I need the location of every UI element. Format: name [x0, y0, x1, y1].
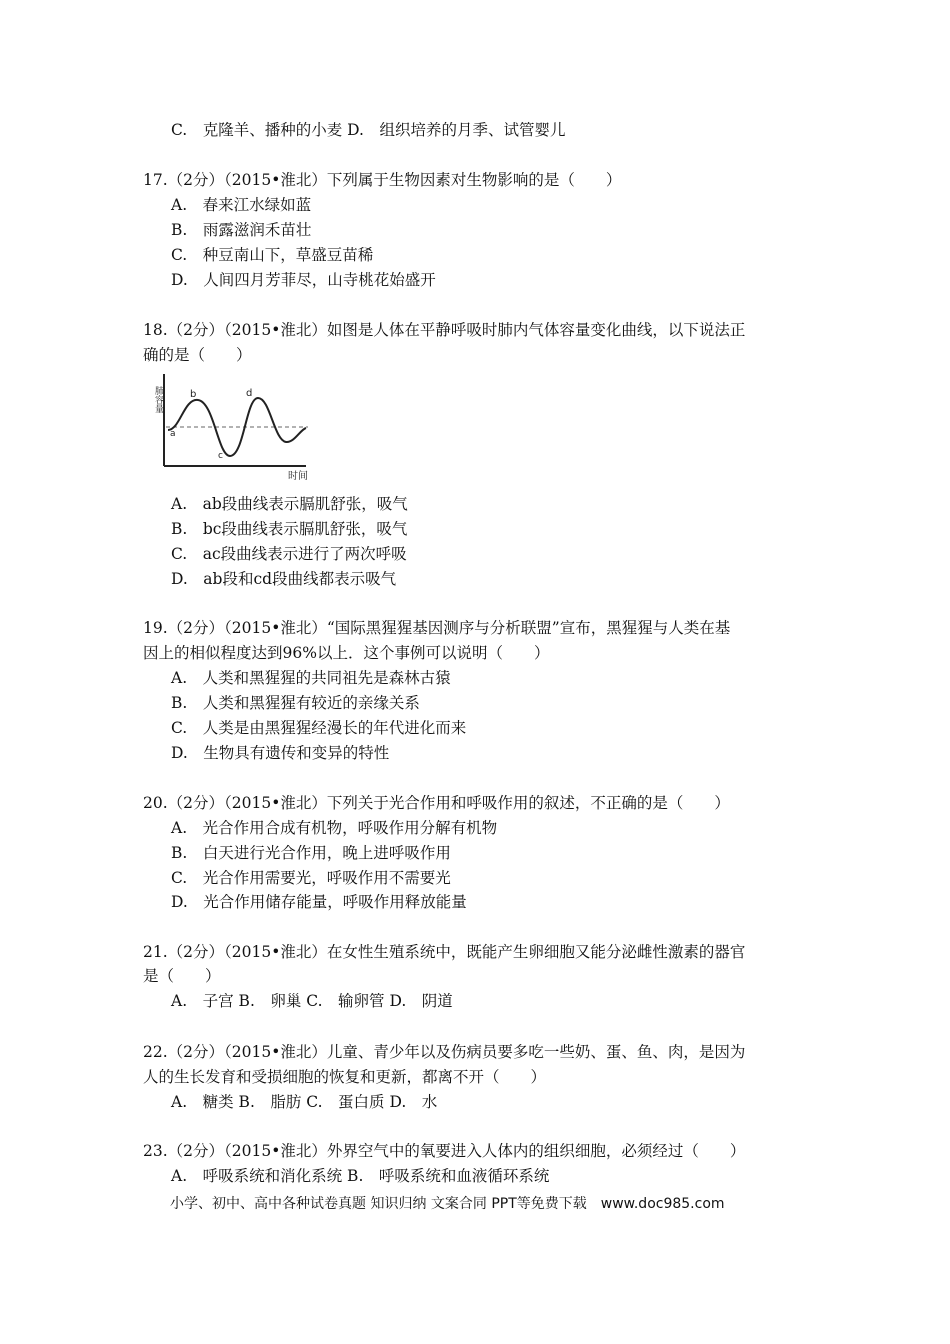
- q18-stem-line1: 18.（2分）（2015•淮北）如图是人体在平静呼吸时肺内气体容量变化曲线，以下说法正: [143, 321, 746, 339]
- q21-options: A. 子宫 B. 卵巢 C. 输卵管 D. 阴道: [171, 992, 453, 1010]
- q17-option-c: C. 种豆南山下，草盛豆苗稀: [171, 246, 374, 264]
- q17-option-b: B. 雨露滋润禾苗壮: [171, 221, 312, 239]
- top-option: C. 克隆羊、播种的小麦 D. 组织培养的月季、试管婴儿: [171, 121, 566, 139]
- graph-xlabel: 时间: [288, 471, 308, 482]
- q18-option-d: D. ab段和cd段曲线都表示吸气: [171, 570, 397, 588]
- q19-option-a: A. 人类和黑猩猩的共同祖先是森林古猿: [171, 669, 451, 687]
- q23-stem: 23.（2分）（2015•淮北）外界空气中的氧要进入人体内的组织细胞，必须经过（ ）: [143, 1142, 746, 1160]
- q18-stem-line2: 确的是（ ）: [143, 346, 252, 364]
- q20-stem: 20.（2分）（2015•淮北）下列关于光合作用和呼吸作用的叙述，不正确的是（ ）: [143, 794, 730, 812]
- q19-option-b: B. 人类和黑猩猩有较近的亲缘关系: [171, 694, 420, 712]
- graph-point-a: a: [170, 429, 176, 439]
- graph-point-c: c: [218, 451, 223, 461]
- q17-option-a: A. 春来江水绿如蓝: [171, 196, 312, 214]
- graph-point-b: b: [190, 389, 197, 400]
- q18-option-b: B. bc段曲线表示膈肌舒张，吸气: [171, 520, 408, 538]
- footer-text: 小学、初中、高中各种试卷真题 知识归纳 文案合同 PPT等免费下载 www.doc985.com: [170, 1196, 725, 1212]
- q21-stem-line2: 是（ ）: [143, 967, 221, 985]
- graph-point-d: d: [246, 388, 253, 399]
- q17-stem: 17.（2分）（2015•淮北）下列属于生物因素对生物影响的是（ ）: [143, 171, 622, 189]
- q19-stem-line1: 19.（2分）（2015•淮北）“国际黑猩猩基因测序与分析联盟”宣布，黑猩猩与人类在基: [143, 619, 731, 637]
- q20-option-c: C. 光合作用需要光，呼吸作用不需要光: [171, 869, 451, 887]
- q22-options: A. 糖类 B. 脂肪 C. 蛋白质 D. 水: [171, 1093, 438, 1111]
- q21-stem-line1: 21.（2分）（2015•淮北）在女性生殖系统中，既能产生卵细胞又能分泌雌性激素的器官: [143, 943, 746, 961]
- q20-option-d: D. 光合作用储存能量，呼吸作用释放能量: [171, 893, 467, 911]
- q20-option-b: B. 白天进行光合作用，晚上进呼吸作用: [171, 844, 451, 862]
- q19-option-d: D. 生物具有遗传和变异的特性: [171, 744, 390, 762]
- q20-option-a: A. 光合作用合成有机物，呼吸作用分解有机物: [171, 819, 498, 837]
- q19-option-c: C. 人类是由黑猩猩经漫长的年代进化而来: [171, 719, 467, 737]
- q19-stem-line2: 因上的相似程度达到96%以上．这个事例可以说明（ ）: [143, 644, 550, 662]
- q22-stem-line1: 22.（2分）（2015•淮北）儿童、青少年以及伤病员要多吃一些奶、蛋、鱼、肉，是因为: [143, 1043, 746, 1061]
- q18-option-a: A. ab段曲线表示膈肌舒张，吸气: [171, 495, 408, 513]
- q22-stem-line2: 人的生长发育和受损细胞的恢复和更新，都离不开（ ）: [143, 1068, 547, 1086]
- q17-option-d: D. 人间四月芳菲尽，山寺桃花始盛开: [171, 271, 436, 289]
- q23-options: A. 呼吸系统和消化系统 B. 呼吸系统和血液循环系统: [171, 1167, 550, 1185]
- graph-ylabel: 肺容量: [153, 386, 163, 413]
- q18-option-c: C. ac段曲线表示进行了两次呼吸: [171, 545, 407, 563]
- lung-volume-graph: [153, 370, 318, 482]
